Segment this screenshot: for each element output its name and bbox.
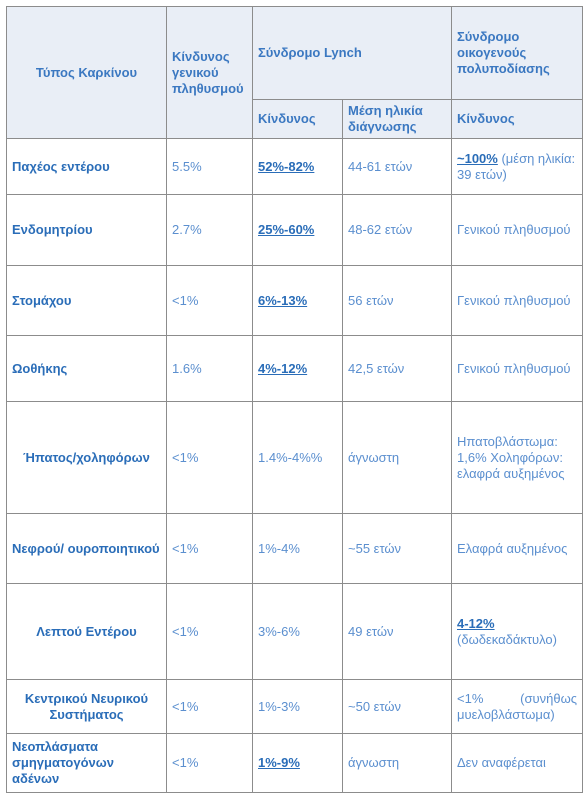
lynch-age-value: άγνωστη (343, 734, 452, 793)
fap-risk-link[interactable]: ~100% (457, 150, 498, 166)
header-lynch-risk: Κίνδυνος (253, 100, 343, 139)
cancer-name: Κεντρικού Νευρικού Συστήματος (7, 680, 167, 734)
table-row (7, 266, 583, 336)
fap-risk-value: Δεν αναφέρεται (452, 734, 583, 793)
header-general-risk: Κίνδυνος γενικού πληθυσμού (167, 7, 253, 139)
cancer-name: Ωοθήκης (7, 336, 167, 402)
table-row (7, 195, 583, 266)
fap-risk-value: (δωδεκαδάκτυλο) (457, 631, 557, 647)
lynch-risk-link[interactable]: 6%-13% (258, 292, 308, 308)
lynch-age-value: ~55 ετών (343, 514, 452, 584)
lynch-risk-link[interactable]: 1%-9% (258, 755, 300, 770)
cancer-risk-table (6, 6, 583, 793)
table-row (7, 514, 583, 584)
lynch-age-value: 42,5 ετών (343, 336, 452, 402)
lynch-age-value: 56 ετών (343, 266, 452, 336)
fap-risk-value: Γενικού πληθυσμού (452, 336, 583, 402)
general-risk-value: <1% (167, 266, 253, 336)
cancer-name: Ενδομητρίου (7, 195, 167, 266)
header-lynch-age: Μέση ηλικία διάγνωσης (343, 100, 452, 139)
lynch-risk-value: 1%-3% (253, 680, 343, 734)
lynch-risk-link[interactable]: 52%-82% (258, 158, 315, 174)
general-risk-value: 5.5% (167, 139, 253, 195)
cancer-name: Νεφρού/ ουροποιητικού (7, 514, 167, 584)
general-risk-value: <1% (167, 734, 253, 793)
table-row (7, 734, 583, 793)
table-row (7, 336, 583, 402)
fap-risk-value: <1% (συνήθως μυελοβλάστωμα) (452, 680, 583, 734)
lynch-age-value: 48-62 ετών (343, 195, 452, 266)
cancer-name: Λεπτού Εντέρου (7, 584, 167, 680)
table-row (7, 584, 583, 680)
general-risk-value: <1% (167, 514, 253, 584)
lynch-age-value: ~50 ετών (343, 680, 452, 734)
lynch-risk-link[interactable]: 25%-60% (258, 222, 315, 237)
general-risk-value: <1% (167, 402, 253, 514)
cancer-name: Παχέος εντέρου (7, 139, 167, 195)
general-risk-value: <1% (167, 680, 253, 734)
lynch-age-value: 49 ετών (343, 584, 452, 680)
lynch-risk-value: 1%-4% (253, 514, 343, 584)
header-fap: Σύνδρομο οικογενούς πολυποδίασης (452, 7, 583, 100)
cancer-name: Ήπατος/χοληφόρων (7, 402, 167, 514)
fap-risk-value: Γενικού πληθυσμού (452, 266, 583, 336)
fap-risk-link[interactable]: 4-12% (457, 615, 495, 631)
header-fap-risk: Κίνδυνος (452, 100, 583, 139)
fap-risk-value: Ηπατοβλάστωμα: 1,6% Χοληφόρων: ελαφρά αυξημένος (452, 402, 583, 514)
fap-risk-value: (μέση ηλικία: 39 ετών) (457, 150, 576, 182)
lynch-age-value: άγνωστη (343, 402, 452, 514)
table-row (7, 680, 583, 734)
cancer-name: Στομάχου (7, 266, 167, 336)
lynch-risk-value: 3%-6% (253, 584, 343, 680)
header-cancer-type: Τύπος Καρκίνου (7, 7, 167, 139)
table-row (7, 139, 583, 195)
general-risk-value: <1% (167, 584, 253, 680)
cancer-name: Νεοπλάσματα σμηγματογόνων αδένων (7, 734, 167, 793)
lynch-age-value: 44-61 ετών (343, 139, 452, 195)
lynch-risk-value: 1.4%-4%% (253, 402, 343, 514)
general-risk-value: 2.7% (167, 195, 253, 266)
fap-risk-value: Γενικού πληθυσμού (452, 195, 583, 266)
header-lynch: Σύνδρομο Lynch (253, 7, 452, 100)
fap-risk-value: Ελαφρά αυξημένος (452, 514, 583, 584)
table-row (7, 402, 583, 514)
general-risk-value: 1.6% (167, 336, 253, 402)
lynch-risk-link[interactable]: 4%-12% (258, 360, 308, 376)
